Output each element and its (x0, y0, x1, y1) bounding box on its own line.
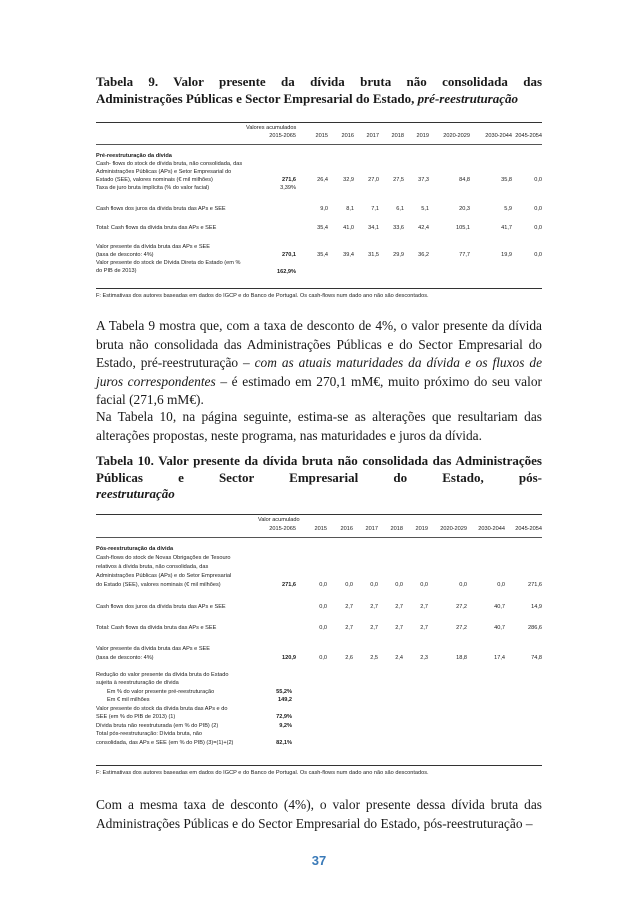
paragraph-2: Na Tabela 10, na página seguinte, estima-se as alterações que resultariam das alterações propostas, neste programa, nas maturidades e juros da dívida. (96, 409, 542, 443)
table9-row4-pct: 162,9% (277, 269, 296, 275)
table9-row1-cell-6: 84,8 (459, 177, 470, 183)
table10-summary-label-2: Em % do valor presente pré-reestruturação (107, 689, 215, 695)
table9-row4-label-1: Valor presente da dívida bruta das APs e SEE (96, 244, 211, 250)
table9-row1-cell-2: 32,9 (343, 177, 354, 183)
table10-row3-cell-4: 2,7 (395, 625, 403, 631)
table10-row3-cell-5: 2,7 (420, 625, 428, 631)
table10-row4-label-2: (taxa de desconto: 4%) (96, 655, 154, 661)
table9-row1-label-1: Cash- flows do stock de dívida bruta, não consolidada, das (96, 161, 243, 167)
table9-row3-cell-7: 41,7 (501, 225, 512, 231)
table9-header-col-2: 2016 (341, 133, 354, 139)
table10-row1-label-4: do Estado (SEE), valores nominais (€ mil milhões) (96, 582, 221, 588)
table10-section-title: Pós-reestruturação da dívida (96, 546, 174, 552)
table9-row4-cell-1: 35,4 (317, 252, 328, 258)
table9-row4-cell-0: 270,1 (282, 252, 296, 258)
table10-row4-cell-4: 2,4 (395, 655, 403, 661)
table10-summary-label-8: consolidada, das APs e SEE (em % do PIB) (3)=(1)+(2) (96, 740, 234, 746)
table10-row4-cell-5: 2,3 (420, 655, 428, 661)
table10-row2-cell-1: 0,0 (319, 604, 327, 610)
table9-row4-cell-6: 77,7 (459, 252, 470, 258)
table10-row4-label-1: Valor presente da dívida bruta das APs e SEE (96, 646, 211, 652)
table10-row2-cell-8: 14,9 (531, 604, 542, 610)
table10-caption-line2: Administrações Públicas e Sector Empresarial do Estado, pós- (96, 453, 542, 485)
table9-row1-label-2: Administrações Públicas (APs) e Setor Empresarial do (96, 169, 232, 175)
table9-row1-cell-7: 35,8 (501, 177, 512, 183)
table9-row3-cell-8: 0,0 (534, 225, 542, 231)
table10-summary-label-5: SEE (em % do PIB de 2013) (1) (96, 714, 176, 720)
table10-row1-cell-0: 271,6 (282, 582, 296, 588)
table10-summary-label-0: Redução do valor presente da dívida bruta do Estado (96, 672, 229, 678)
table10-row1-label-1: Cash-flows do stock de Novas Obrigações de Tesouro (96, 555, 231, 561)
table9-row3-cell-3: 34,1 (368, 225, 379, 231)
table9-top-rule (96, 122, 542, 123)
table9-row1-cell-3: 27,0 (368, 177, 379, 183)
table10-row1-cell-7: 0,0 (497, 582, 505, 588)
table9-row4-cell-4: 29,9 (393, 252, 404, 258)
table10-row3-label: Total: Cash flows da dívida bruta das APs e SEE (96, 625, 217, 631)
table10-header-col-5: 2019 (415, 526, 428, 532)
table10-caption-line1: Tabela 10. Valor presente da dívida bruta não consolidada das (96, 453, 452, 468)
table10-header-col-8: 2045-2054 (515, 526, 542, 532)
table10-row3-cell-7: 40,7 (494, 625, 505, 631)
table10-row3-cell-3: 2,7 (370, 625, 378, 631)
table9-row2-cell-8: 0,0 (534, 206, 542, 212)
table10-row1-label-2: relativos à dívida bruta, não consolidada, das (96, 564, 209, 570)
table9-row3-cell-1: 35,4 (317, 225, 328, 231)
table10-row1-cell-2: 0,0 (345, 582, 353, 588)
table10-summary-label-3: Em € mil milhões (107, 697, 150, 703)
table9-row2-cell-1: 9,0 (320, 206, 328, 212)
table9-row3-label: Total: Cash flows da dívida bruta das APs e SEE (96, 225, 217, 231)
table9-group-label: Valores acumulados (246, 125, 297, 131)
table9-row1-cell-1: 26,4 (317, 177, 328, 183)
table10-summary-value-3: 149,2 (278, 697, 292, 703)
table10-row2-label: Cash flows dos juros da dívida bruta das APs e SEE (96, 604, 226, 610)
table9-row2-cell-4: 6,1 (396, 206, 404, 212)
table10-row4-cell-3: 2,5 (370, 655, 378, 661)
table9-row1-label-3: Estado (SEE), valores nominais (€ mil milhões) (96, 177, 213, 183)
table9-row3-cell-4: 33,6 (393, 225, 404, 231)
table9-caption-line1: Tabela 9. Valor presente da dívida bruta não consolidada das (96, 74, 542, 89)
table9-footnote: F: Estimativas dos autores baseadas em dados do IGCP e do Banco de Portugal. Os cash-flows num dado ano não são descontados. (96, 293, 429, 299)
table9-bottom-rule (96, 288, 542, 289)
table10-row1-cell-5: 0,0 (420, 582, 428, 588)
table9-header-col-4: 2018 (391, 133, 404, 139)
table10-row2-cell-4: 2,7 (395, 604, 403, 610)
table10-header-col-4: 2018 (390, 526, 403, 532)
table10-group-label: Valor acumulado (258, 517, 300, 523)
table10-row4-cell-8: 74,8 (531, 655, 542, 661)
paragraph-1-italic: com as atuais maturidades da dívida e os fluxos de juros correspondentes (96, 355, 543, 389)
table10-row1-cell-1: 0,0 (319, 582, 327, 588)
table10-row3-cell-1: 0,0 (319, 625, 327, 631)
table9-header-col-5: 2019 (416, 133, 429, 139)
table10-row1-cell-4: 0,0 (395, 582, 403, 588)
table9-section-title: Pré-reestruturação da dívida (96, 153, 172, 159)
table10-footnote: F: Estimativas dos autores baseadas em dados do IGCP e do Banco de Portugal. Os cash-flows num dado ano não são descontados. (96, 770, 429, 776)
table9-row2-label: Cash flows dos juros da dívida bruta das APs e SEE (96, 206, 226, 212)
table10-row3-cell-8: 286,6 (528, 625, 542, 631)
table9-row3-cell-2: 41,0 (343, 225, 354, 231)
table10-header-col-3: 2017 (365, 526, 378, 532)
table10-row1-cell-8: 271,6 (528, 582, 542, 588)
table9-row3-cell-6: 105,1 (456, 225, 470, 231)
table10-summary-label-6: Dívida bruta não reestruturada (em % do PIB) (2) (96, 723, 219, 729)
table9-header-col-6: 2020-2029 (443, 133, 470, 139)
paragraph-1-b: – é estimado em 270,1 mM€, muito próximo do seu valor facial (271,6 mM€). (96, 373, 542, 408)
table9-row1-label-4: Taxa de juro bruta implícita (% do valor facial) (96, 185, 210, 191)
table10-row2-cell-6: 27,2 (456, 604, 467, 610)
table10-header-col-7: 2030-2044 (478, 526, 505, 532)
table10-header-rule (96, 537, 542, 538)
table10-row2-cell-3: 2,7 (370, 604, 378, 610)
table10-summary-label-7: Total pós-reestruturação: Dívida bruta, não (96, 731, 203, 737)
table10-header-col-2: 2016 (340, 526, 353, 532)
table9-row4-label-2: (taxa de desconto: 4%) (96, 252, 154, 258)
paragraph-1 (96, 317, 542, 410)
table10-row1-label-3: Administrações Públicas (APs) e do Setor Empresarial (96, 573, 232, 579)
table9-row2-cell-7: 5,9 (504, 206, 512, 212)
table10-summary-value-2: 55,2% (276, 689, 292, 695)
table9-row1-cell-4: 27,5 (393, 177, 404, 183)
table9-row2-cell-6: 20,3 (459, 206, 470, 212)
table10-row3-cell-6: 27,2 (456, 625, 467, 631)
table10-summary-label-4: Valor presente do stock da dívida bruta das APs e do (96, 706, 228, 712)
table9-row4-cell-7: 19,9 (501, 252, 512, 258)
table9-header-col-7: 2030-2044 (485, 133, 512, 139)
table9-caption-prefix: Administrações Públicas e Sector Empresarial do Estado, (96, 90, 418, 106)
table9-header-col-3: 2017 (366, 133, 379, 139)
table9-row1-rate: 3,39% (280, 185, 296, 191)
table9-caption-italic: pré-reestruturação (417, 90, 519, 106)
table10-row1-cell-6: 0,0 (459, 582, 467, 588)
table10-summary-value-8: 82,1% (276, 740, 292, 746)
table9-row4-cell-3: 31,5 (368, 252, 379, 258)
table9-row4-cell-8: 0,0 (534, 252, 542, 258)
table10-header-col-6: 2020-2029 (440, 526, 467, 532)
table10-header-col-0: 2015-2065 (269, 526, 296, 532)
table9-row4-label-3: Valor presente do stock de Dívida Direta do Estado (em % (96, 260, 241, 266)
table9-header-col-8: 2045-2054 (515, 133, 542, 139)
table10-summary-value-6: 9,2% (279, 723, 292, 729)
table10-row4-cell-0: 120,9 (282, 655, 296, 661)
table10-row2-cell-7: 40,7 (494, 604, 505, 610)
table9-row1-cell-0: 271,6 (282, 177, 296, 183)
table10-row2-cell-2: 2,7 (345, 604, 353, 610)
table9-row4-cell-5: 36,2 (418, 252, 429, 258)
table10-row4-cell-7: 17,4 (494, 655, 505, 661)
table9-row4-cell-2: 39,4 (343, 252, 354, 258)
table10-row4-cell-6: 18,8 (456, 655, 467, 661)
table10-summary-label-1: sujeita à reestruturação de dívida (96, 680, 179, 686)
paragraph-3: Com a mesma taxa de desconto (4%), o valor presente dessa dívida bruta das Administrações Públicas e do Sector Empresarial do Estado, pós-reestruturação – (96, 797, 542, 831)
table9-row2-cell-3: 7,1 (371, 206, 379, 212)
table10-caption-line3: reestruturação (96, 486, 175, 501)
table10-row1-cell-3: 0,0 (370, 582, 378, 588)
table10-row2-cell-5: 2,7 (420, 604, 428, 610)
table9-row2-cell-5: 5,1 (421, 206, 429, 212)
table9-header-col-0: 2015-2065 (269, 133, 296, 139)
table10-summary-value-5: 72,9% (276, 714, 292, 720)
table9-row4-label-4: do PIB de 2013) (96, 268, 137, 274)
table9-caption (96, 74, 542, 107)
table9-caption-line2 (96, 91, 542, 108)
table9-header-rule (96, 144, 542, 145)
table10-top-rule (96, 514, 542, 515)
table9-header-col-1: 2015 (315, 133, 328, 139)
table10-caption (96, 453, 542, 503)
table9-row1-cell-8: 0,0 (534, 177, 542, 183)
table10-row4-cell-2: 2,6 (345, 655, 353, 661)
table10-bottom-rule (96, 765, 542, 766)
table10-header-col-1: 2015 (314, 526, 327, 532)
table10-row3-cell-2: 2,7 (345, 625, 353, 631)
table10-row4-cell-1: 0,0 (319, 655, 327, 661)
paragraph-1-a: A Tabela 9 mostra que, com a taxa de desconto de 4%, o valor presente da dívida bruta não consolidada das Administrações Públicas e do Sector Empresarial do Estado, pré-reestruturação – (96, 318, 542, 371)
page-number: 37 (311, 853, 327, 868)
table9-row2-cell-2: 8,1 (346, 206, 354, 212)
table9-row3-cell-5: 42,4 (418, 225, 429, 231)
table9-row1-cell-5: 37,3 (418, 177, 429, 183)
